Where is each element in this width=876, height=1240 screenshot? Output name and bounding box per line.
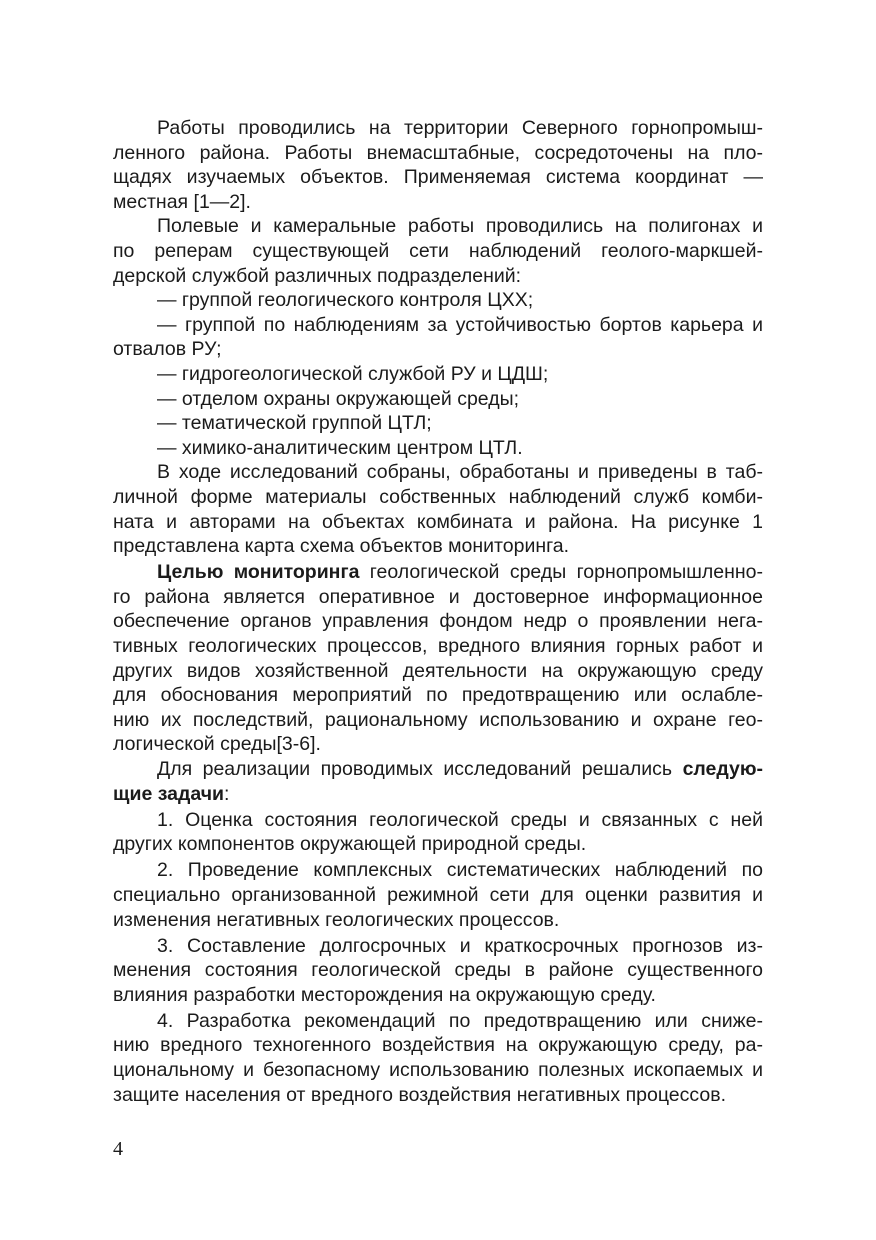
text-line xyxy=(113,1009,763,1034)
bold-term: щие задачи xyxy=(113,782,225,805)
text-line xyxy=(113,313,763,338)
line-text: — отделом охраны окружающей среды; xyxy=(157,387,520,410)
text-line xyxy=(113,239,763,264)
text-line xyxy=(113,934,763,959)
line-text: специально организованной режимной сети для оценки развития и xyxy=(113,883,763,906)
line-text: щадях изучаемых объектов. Применяемая система координат — xyxy=(113,166,763,189)
line-text: менения состояния геологической среды в районе существенного xyxy=(113,959,763,982)
text-line xyxy=(113,757,763,782)
text-line xyxy=(113,1033,763,1058)
line-text: по реперам существующей сети наблюдений геолого-маркшей- xyxy=(113,239,763,262)
line-text: — группой геологического контроля ЦХХ; xyxy=(157,289,534,312)
paragraph xyxy=(113,362,763,387)
text-line xyxy=(113,534,763,559)
text-line xyxy=(113,485,763,510)
line-text: ленного района. Работы внемасштабные, сосредоточены на пло- xyxy=(113,141,763,164)
line-text: — химико-аналитическим центром ЦТЛ. xyxy=(157,436,523,459)
line-text: отвалов РУ; xyxy=(113,338,222,361)
text-line xyxy=(113,560,763,585)
text-line xyxy=(113,732,763,757)
text-line xyxy=(113,1058,763,1083)
line-text: других видов хозяйственной деятельности на окружающую среду xyxy=(113,659,763,682)
paragraph xyxy=(113,214,763,288)
text-line xyxy=(113,983,763,1008)
text-line xyxy=(113,683,763,708)
text-line xyxy=(113,436,763,461)
line-text: ната и авторами на объектах комбината и района. На рисунке 1 xyxy=(113,510,763,533)
bold-term: следую- xyxy=(682,757,763,780)
paragraph xyxy=(113,1009,763,1107)
text-line xyxy=(113,411,763,436)
line-text: го района является оперативное и достоверное информационное xyxy=(113,585,763,608)
paragraph xyxy=(113,808,763,857)
paragraph xyxy=(113,560,763,757)
text-line xyxy=(113,141,763,166)
paragraph xyxy=(113,460,763,558)
text-line xyxy=(113,958,763,983)
line-text: нию их последствий, рациональному использованию и охране гео- xyxy=(113,708,763,731)
text-line xyxy=(113,634,763,659)
paragraph xyxy=(113,387,763,412)
text-line xyxy=(113,214,763,239)
text-line xyxy=(113,190,763,215)
line-text: : xyxy=(224,782,230,805)
text-line xyxy=(113,808,763,833)
page-number: 4 xyxy=(113,1138,123,1160)
text-line xyxy=(113,165,763,190)
line-text: нию вредного техногенного воздействия на окружающую среду, ра- xyxy=(113,1034,763,1057)
line-text: В ходе исследований собраны, обработаны и приведены в таб- xyxy=(157,461,763,484)
line-text: влияния разработки месторождения на окружающую среду. xyxy=(113,983,656,1006)
paragraph xyxy=(113,858,763,932)
text-line xyxy=(113,908,763,933)
line-text: Для реализации проводимых исследований решались xyxy=(157,757,683,780)
line-text: других компонентов окружающей природной среды. xyxy=(113,833,587,856)
paragraph xyxy=(113,411,763,436)
text-line xyxy=(113,460,763,485)
line-text: личной форме материалы собственных наблюдений служб комби- xyxy=(113,485,763,508)
line-text: геологической среды горнопромышленно- xyxy=(359,561,764,584)
paragraph xyxy=(113,757,763,806)
line-text: логической среды[3-6]. xyxy=(113,733,321,756)
text-line xyxy=(113,116,763,141)
paragraph xyxy=(113,313,763,362)
line-text: 4. Разработка рекомендаций по предотвращению или сниже- xyxy=(157,1009,763,1032)
line-text: 3. Составление долгосрочных и краткосрочных прогнозов из- xyxy=(157,934,763,957)
text-line xyxy=(113,264,763,289)
text-line xyxy=(113,510,763,535)
paragraph xyxy=(113,288,763,313)
bold-term: Целью мониторинга xyxy=(157,561,360,584)
paragraph xyxy=(113,116,763,214)
line-text: — группой по наблюдениям за устойчивостью бортов карьера и xyxy=(157,313,763,336)
line-text: для обоснования мероприятий по предотвращению или ослабле- xyxy=(113,684,763,707)
line-text: Полевые и камеральные работы проводились на полигонах и xyxy=(157,215,763,238)
line-text: 2. Проведение комплексных систематических наблюдений по xyxy=(157,859,763,882)
line-text: — гидрогеологической службой РУ и ЦДШ; xyxy=(157,362,549,385)
text-line xyxy=(113,782,763,807)
text-line xyxy=(113,858,763,883)
paragraph xyxy=(113,934,763,1008)
line-text: обеспечение органов управления фондом недр о проявлении нега- xyxy=(113,610,763,633)
text-line xyxy=(113,1083,763,1108)
line-text: местная [1—2]. xyxy=(113,190,251,213)
text-line xyxy=(113,585,763,610)
line-text: циональному и безопасному использованию полезных ископаемых и xyxy=(113,1059,763,1082)
text-line xyxy=(113,708,763,733)
line-text: защите населения от вредного воздействия негативных процессов. xyxy=(113,1083,726,1106)
text-line xyxy=(113,832,763,857)
text-line xyxy=(113,362,763,387)
line-text: дерской службой различных подразделений: xyxy=(113,264,522,287)
text-line xyxy=(113,337,763,362)
line-text: тивных геологических процессов, вредного влияния горных работ и xyxy=(113,634,763,657)
paragraph xyxy=(113,436,763,461)
line-text: 1. Оценка состояния геологической среды и связанных с ней xyxy=(157,808,763,831)
text-line xyxy=(113,387,763,412)
page-body xyxy=(113,116,763,1107)
text-line xyxy=(113,883,763,908)
line-text: — тематической группой ЦТЛ; xyxy=(157,412,432,435)
text-line xyxy=(113,659,763,684)
line-text: представлена карта схема объектов мониторинга. xyxy=(113,535,570,558)
line-text: Работы проводились на территории Северного горнопромыш- xyxy=(157,117,763,139)
text-line xyxy=(113,288,763,313)
line-text: изменения негативных геологических процессов. xyxy=(113,908,560,931)
text-line xyxy=(113,609,763,634)
